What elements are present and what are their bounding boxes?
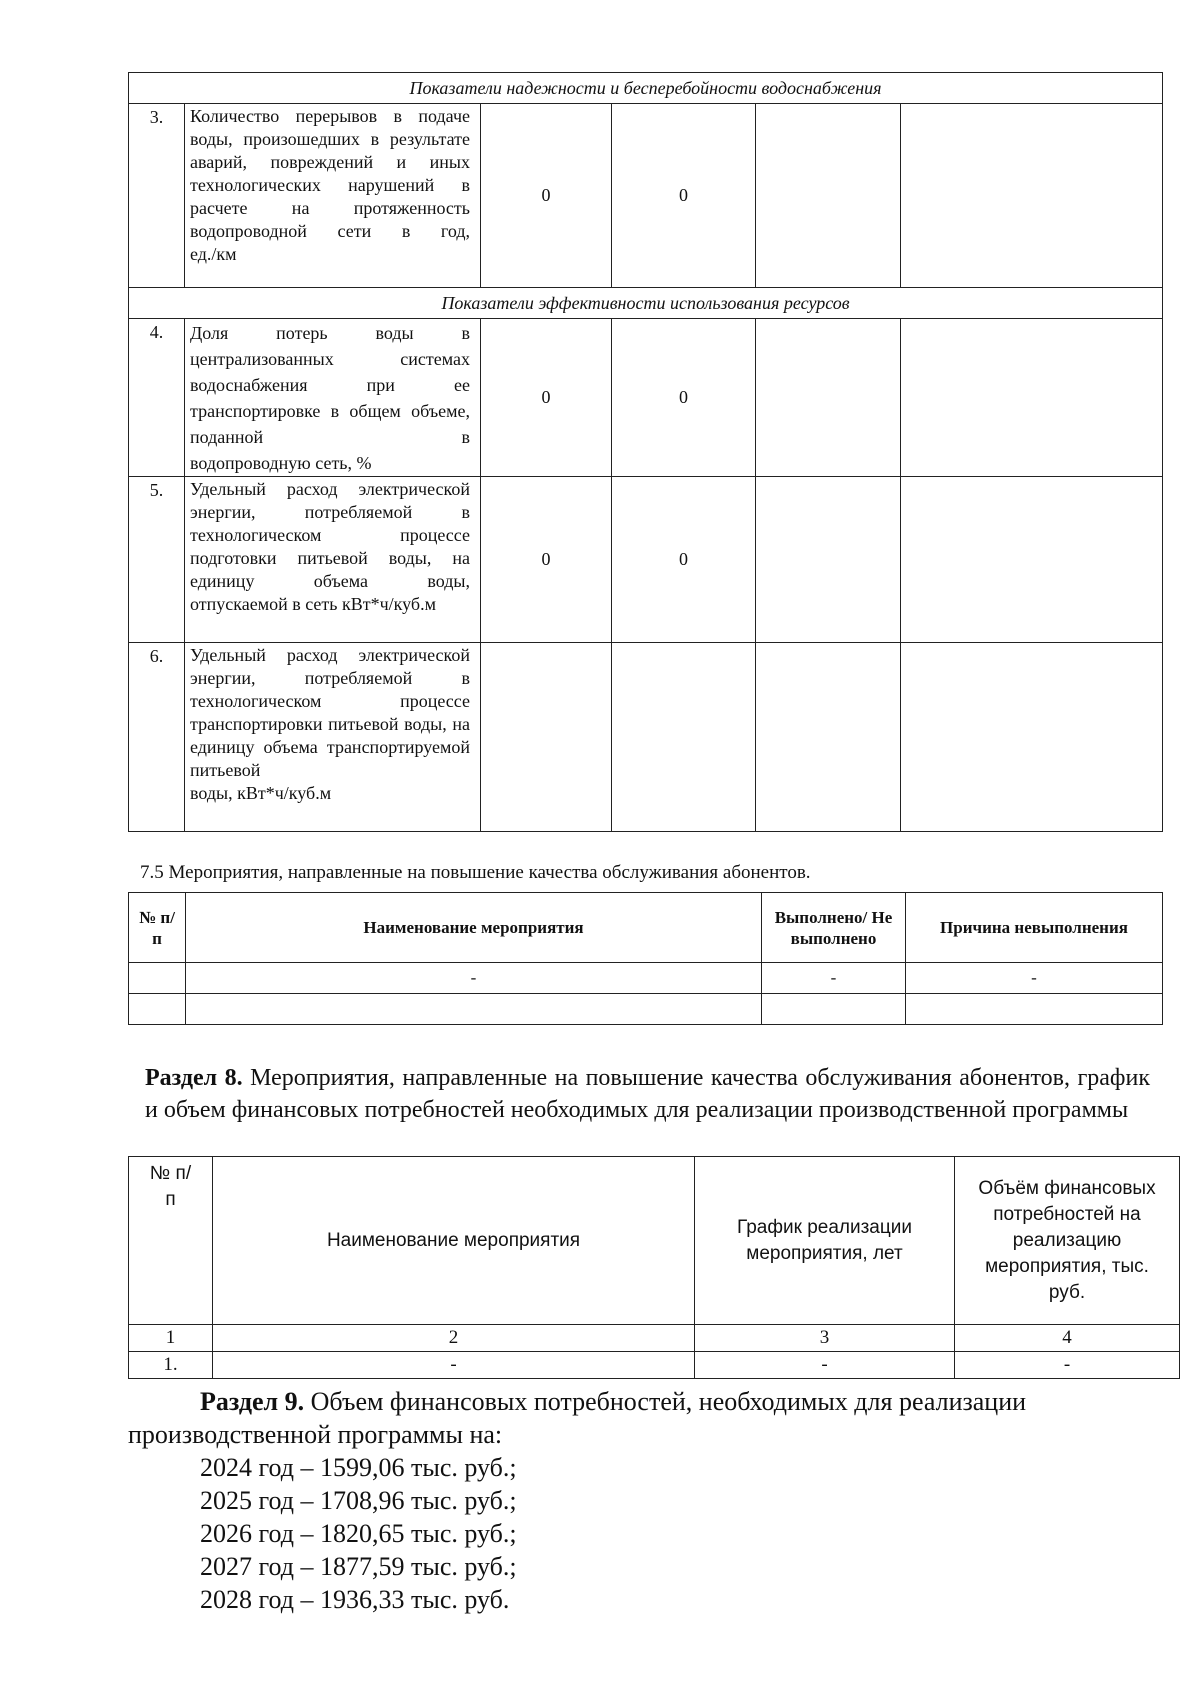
table-header-row: [129, 893, 1163, 963]
column-header: Выполнено/ Не выполнено: [762, 893, 906, 963]
text-line: транспортировки питьевой: [190, 714, 399, 734]
text-line: потребляемой в: [304, 502, 470, 522]
text-line: ед./км: [190, 244, 237, 264]
value-cell: [612, 643, 756, 832]
column-header: Наименование мероприятия: [186, 893, 762, 963]
text-line: электрической энергии,: [190, 645, 470, 688]
table-cell: -: [695, 1352, 955, 1379]
table-cell: -: [762, 963, 906, 994]
section-9: [128, 1385, 1168, 1616]
table-cell: [762, 994, 906, 1025]
text-line: результате аварий,: [190, 129, 470, 172]
value-cell: 0: [612, 104, 756, 288]
table-cell: -: [186, 963, 762, 994]
value-cell: 0: [612, 319, 756, 477]
value-cell: [756, 643, 901, 832]
table-cell: 1.: [129, 1352, 213, 1379]
text-line: электрической энергии,: [190, 479, 470, 522]
table-row: [129, 477, 1163, 643]
text-line: технологическом процессе: [190, 525, 470, 545]
text-line: Количество перерывов в подаче: [190, 106, 470, 126]
indicator-name: [185, 477, 481, 643]
year-amount: 2025 год – 1708,96 тыс. руб.;: [200, 1486, 517, 1515]
section-9-paragraph: [128, 1385, 1168, 1451]
column-header: № п/п: [129, 893, 186, 963]
section-title-efficiency: Показатели эффективности использования ресурсов: [129, 288, 1163, 319]
text-line: воды, на единицу объема: [190, 714, 471, 757]
indicator-name: [185, 643, 481, 832]
section-9-text: Объем финансовых потребностей, необходимых для реализации производственной программы на:: [128, 1387, 1027, 1449]
value-cell: [901, 319, 1163, 477]
column-header: График реализации мероприятия, лет: [695, 1157, 955, 1325]
value-cell: [756, 319, 901, 477]
row-number: 6.: [129, 643, 185, 832]
text-line: отпускаемой в сеть кВт*ч/куб.м: [190, 594, 436, 614]
indicator-name: [185, 104, 481, 288]
table-row: [129, 319, 1163, 477]
text-line: Удельный расход: [190, 645, 338, 665]
column-index: 3: [695, 1325, 955, 1352]
service-measures-table: [128, 892, 1163, 1025]
table-row: [129, 1325, 1180, 1352]
section-8-label: Раздел 8.: [145, 1065, 243, 1091]
value-cell: [901, 477, 1163, 643]
text-line: технологическом процессе: [190, 691, 470, 711]
value-cell: [756, 477, 901, 643]
text-line: единицу объема воды,: [190, 571, 470, 591]
column-index: 4: [955, 1325, 1180, 1352]
text-line: транспортировке в общем: [190, 401, 401, 421]
text-line: водопроводную сеть, %: [190, 453, 372, 473]
table-row: [129, 643, 1163, 832]
table-cell: -: [955, 1352, 1180, 1379]
table-cell: [129, 963, 186, 994]
section-title-reliability: Показатели надежности и бесперебойности водоснабжения: [129, 73, 1163, 104]
text-line: повреждений и иных: [270, 152, 470, 172]
table-cell: -: [213, 1352, 695, 1379]
value-cell: 0: [481, 104, 612, 288]
value-cell: [756, 104, 901, 288]
indicators-table: [128, 72, 1163, 832]
value-cell: 0: [612, 477, 756, 643]
table-row: [129, 104, 1163, 288]
table-row: [129, 994, 1163, 1025]
table-header-row: [129, 1157, 1180, 1325]
text-line: воды, кВт*ч/куб.м: [190, 783, 332, 803]
text-line: транспортируемой питьевой: [190, 737, 470, 780]
table-cell: [129, 994, 186, 1025]
table-row: [129, 1352, 1180, 1379]
text-line: потребляемой в: [304, 668, 470, 688]
year-amount: 2024 год – 1599,06 тыс. руб.;: [200, 1453, 517, 1482]
text-line: подготовки питьевой воды, на: [190, 548, 470, 568]
column-index: 1: [129, 1325, 213, 1352]
row-number: 3.: [129, 104, 185, 288]
text-line: Доля потерь воды в: [190, 323, 470, 343]
text-line: централизованных системах: [190, 349, 470, 369]
section-8-paragraph: [145, 1062, 1150, 1126]
row-number: 4.: [129, 319, 185, 477]
table-cell: [906, 994, 1163, 1025]
text-line: объеме, поданной в: [190, 401, 470, 447]
column-header: Наименование мероприятия: [213, 1157, 695, 1325]
text-line: воды, произошедших в: [190, 129, 380, 149]
section-header-row: [129, 73, 1163, 104]
section-8-text: Мероприятия, направленные на повышение качества обслуживания абонентов, график и объем финансовых потребностей необходимых для реализации производственной программы: [145, 1065, 1150, 1123]
section-9-label: Раздел 9.: [200, 1387, 305, 1416]
table-cell: [186, 994, 762, 1025]
row-number: 5.: [129, 477, 185, 643]
year-amount: 2027 год – 1877,59 тыс. руб.;: [200, 1552, 517, 1581]
financial-needs-table: [128, 1156, 1180, 1379]
text-line: Удельный расход: [190, 479, 338, 499]
column-header: Причина невыполнения: [906, 893, 1163, 963]
value-cell: [901, 104, 1163, 288]
value-cell: 0: [481, 319, 612, 477]
year-amount: 2028 год – 1936,33 тыс. руб.: [200, 1585, 510, 1614]
text-line: технологических нарушений в: [190, 175, 470, 195]
table-row: [129, 963, 1163, 994]
text-line: водопроводной сети в год,: [190, 221, 470, 241]
indicator-name: [185, 319, 481, 477]
value-cell: [481, 643, 612, 832]
column-index: 2: [213, 1325, 695, 1352]
column-header: Объём финансовых потребностей на реализацию мероприятия, тыс. руб.: [955, 1157, 1180, 1325]
value-cell: [901, 643, 1163, 832]
caption-7-5: 7.5 Мероприятия, направленные на повышение качества обслуживания абонентов.: [140, 862, 811, 883]
section-header-row: [129, 288, 1163, 319]
text-line: водоснабжения при ее: [190, 375, 470, 395]
text-line: расчете на протяженность: [190, 198, 470, 218]
column-header: № п/п: [129, 1157, 213, 1325]
year-amount: 2026 год – 1820,65 тыс. руб.;: [200, 1519, 517, 1548]
value-cell: 0: [481, 477, 612, 643]
table-cell: -: [906, 963, 1163, 994]
